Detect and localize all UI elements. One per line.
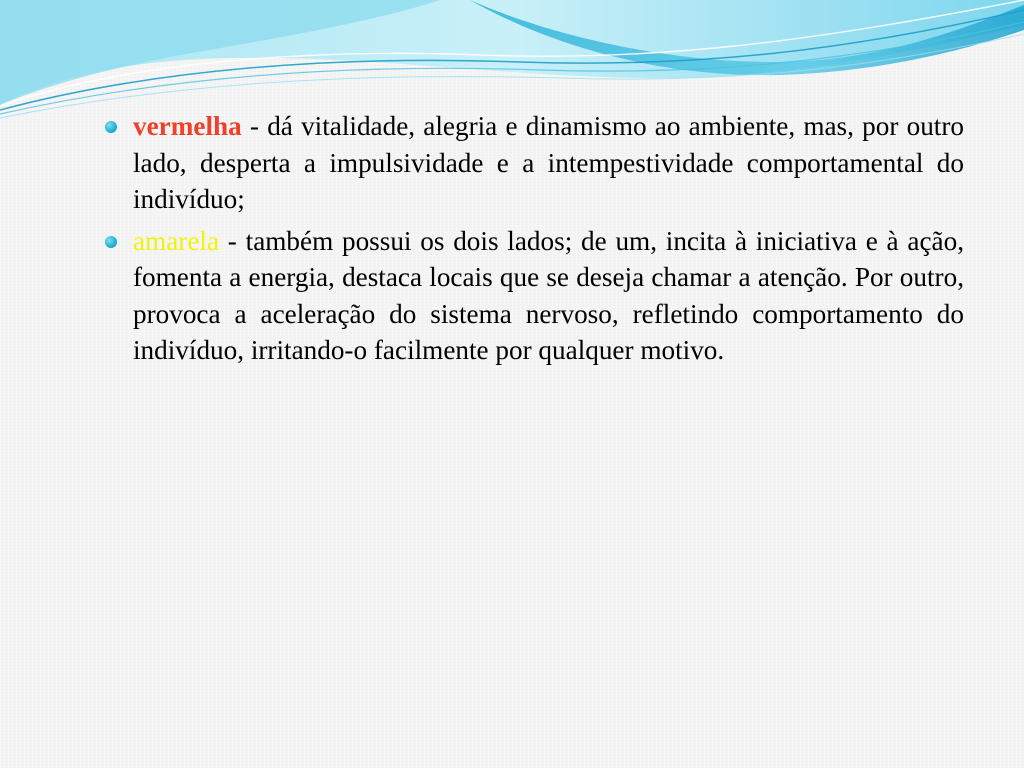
circle-bullet-icon bbox=[105, 236, 117, 248]
circle-bullet-icon bbox=[105, 121, 117, 133]
keyword-vermelha: vermelha bbox=[133, 111, 242, 141]
bullet-text-amarela: - também possui os dois lados; de um, incita à iniciativa e à ação, fomenta a energia, destaca locais que se deseja chamar a atenção. Por outro, provoca a aceleração do sistema nervoso, refletindo comportamento do indivíduo, irritando-o facilmente por qualquer motivo. bbox=[133, 225, 964, 365]
bullet-list bbox=[105, 108, 964, 369]
keyword-amarela: amarela bbox=[133, 225, 220, 256]
bullet-text-vermelha: - dá vitalidade, alegria e dinamismo ao ambiente, mas, por outro lado, desperta a impulsividade e a intempestividade comportamental do indivíduo; bbox=[133, 111, 964, 214]
bullet-item-vermelha bbox=[105, 108, 964, 218]
bullet-item-amarela bbox=[105, 223, 964, 369]
